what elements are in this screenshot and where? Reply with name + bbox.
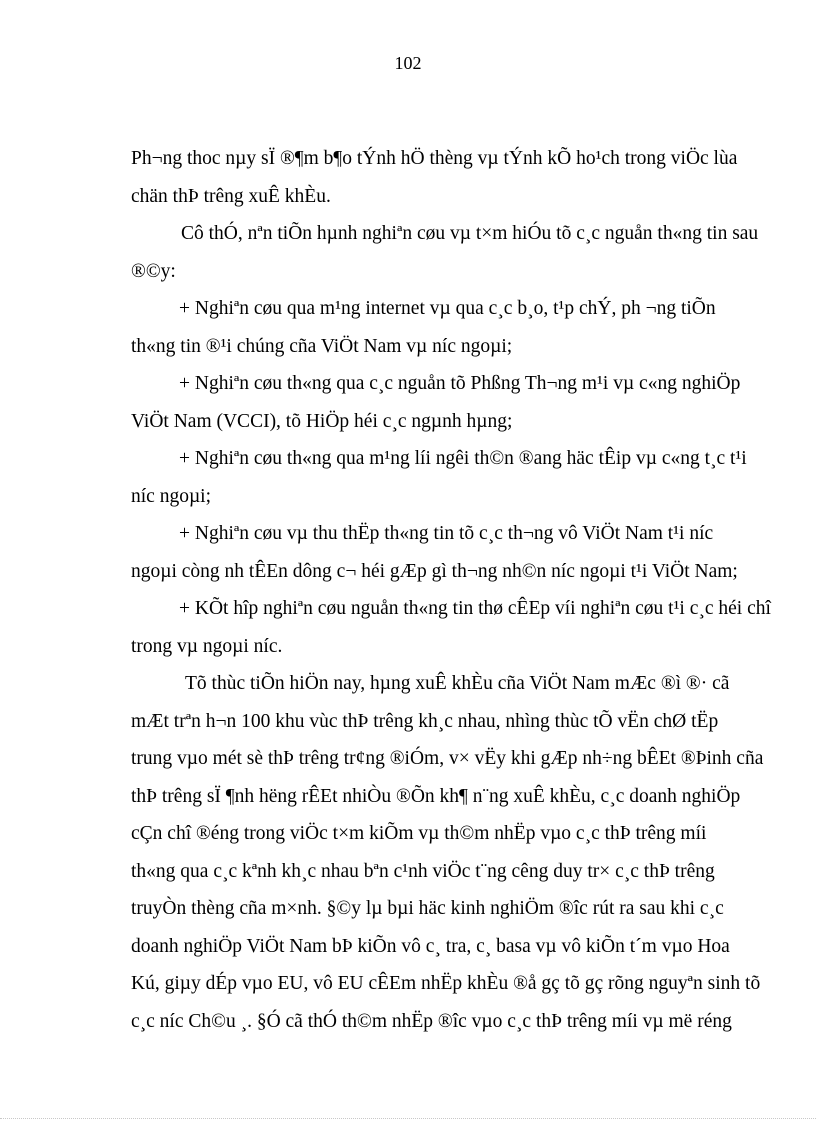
text-line: Tõ thùc tiÕn hiÖn nay, hµng xuÊ khÈu cña ViÖt Nam mÆc ®ì ®· cã	[185, 673, 730, 694]
text-line: + KÕt hîp nghiªn cøu nguån th«ng tin thø cÊEp víi nghiªn cøu t¹i c¸c héi chî	[179, 598, 771, 619]
page-number: 102	[394, 53, 422, 73]
text-line: truyÒn thèng cña m×nh. §©y lµ bµi häc kinh nghiÖm ®îc rút ra sau khi c¸c	[131, 898, 724, 919]
page-bottom-border	[0, 1118, 816, 1120]
text-line: mÆt trªn h¬n 100 khu vùc thÞ trêng kh¸c nhau, nhìng thùc tÕ vËn chØ tËp	[131, 710, 719, 732]
paragraph	[131, 215, 759, 290]
text-line: chän thÞ trêng xuÊ khÈu.	[131, 185, 331, 207]
text-line: + Nghiªn cøu th«ng qua c¸c nguån tõ Phßng Th¬ng m¹i vµ c«ng nghiÖp	[179, 373, 741, 394]
text-line: trong vµ ngoµi níc.	[131, 635, 283, 657]
paragraph	[131, 290, 741, 365]
text-line: thÞ trêng sÏ ¶nh hëng rÊEt nhiÒu ®Õn kh¶ n¨ng xuÊ khÈu, c¸c doanh nghiÖp	[131, 785, 741, 807]
text-line: c¸c níc Ch©u ¸. §Ó cã thÓ th©m nhËp ®îc vµo c¸c thÞ trêng míi vµ më réng	[131, 1010, 732, 1032]
paragraph	[131, 665, 764, 1040]
text-line: ngoµi còng nh tÊEn dông c¬ héi gÆp gì th¬ng nh©n níc ngoµi t¹i ViÖt Nam;	[131, 560, 738, 582]
text-line: níc ngoµi;	[131, 485, 212, 507]
paragraph	[131, 590, 771, 665]
text-line: Kú, giµy dÉp vµo EU, vô EU cÊEm nhËp khÈu ®å gç tõ gç rõng nguyªn sinh tõ	[131, 973, 761, 994]
paragraph	[131, 440, 747, 515]
text-line: cÇn chî ®éng trong viÖc t×m kiÕm vµ th©m nhËp vµo c¸c thÞ trêng míi	[131, 823, 707, 844]
text-line: ViÖt Nam (VCCI), tõ HiÖp héi c¸c ngµnh hµng;	[131, 410, 513, 432]
text-line: ®©y:	[131, 260, 176, 282]
paragraph	[131, 365, 741, 440]
text-line: Cô thÓ, nªn tiÕn hµnh nghiªn cøu vµ t×m hiÓu tõ c¸c nguån th«ng tin sau	[181, 223, 759, 244]
text-line: th«ng tin ®¹i chúng cña ViÖt Nam vµ níc ngoµi;	[131, 335, 513, 357]
text-line: th«ng qua c¸c kªnh kh¸c nhau bªn c¹nh viÖc t¨ng cêng duy tr× c¸c thÞ trêng	[131, 860, 715, 882]
text-line: trung vµo mét sè thÞ trêng tr¢ng ®iÓm, v× vËy khi gÆp nh÷ng bÊEt ®Þinh cña	[131, 748, 764, 769]
paragraph	[131, 515, 741, 590]
text-line: doanh nghiÖp ViÖt Nam bÞ kiÕn vô c¸ tra, c¸ basa vµ vô kiÕn t´m vµo Hoa	[131, 935, 730, 957]
text-line: + Nghiªn cøu vµ thu thËp th«ng tin tõ c¸c th¬ng vô ViÖt Nam t¹i níc	[179, 523, 714, 544]
text-line: + Nghiªn cøu th«ng qua m¹ng líi ngêi th©n ®ang häc tÊip vµ c«ng t¸c t¹i	[179, 448, 747, 469]
body-text	[131, 140, 771, 1040]
text-line: + Nghiªn cøu qua m¹ng internet vµ qua c¸c b¸o, t¹p chÝ, ph ¬ng tiÕn	[179, 298, 716, 319]
paragraph	[131, 140, 741, 215]
text-line: Ph¬ng thoc nµy sÏ ®¶m b¶o tÝnh hÖ thèng vµ tÝnh kÕ ho¹ch trong viÖc lùa	[131, 148, 738, 169]
